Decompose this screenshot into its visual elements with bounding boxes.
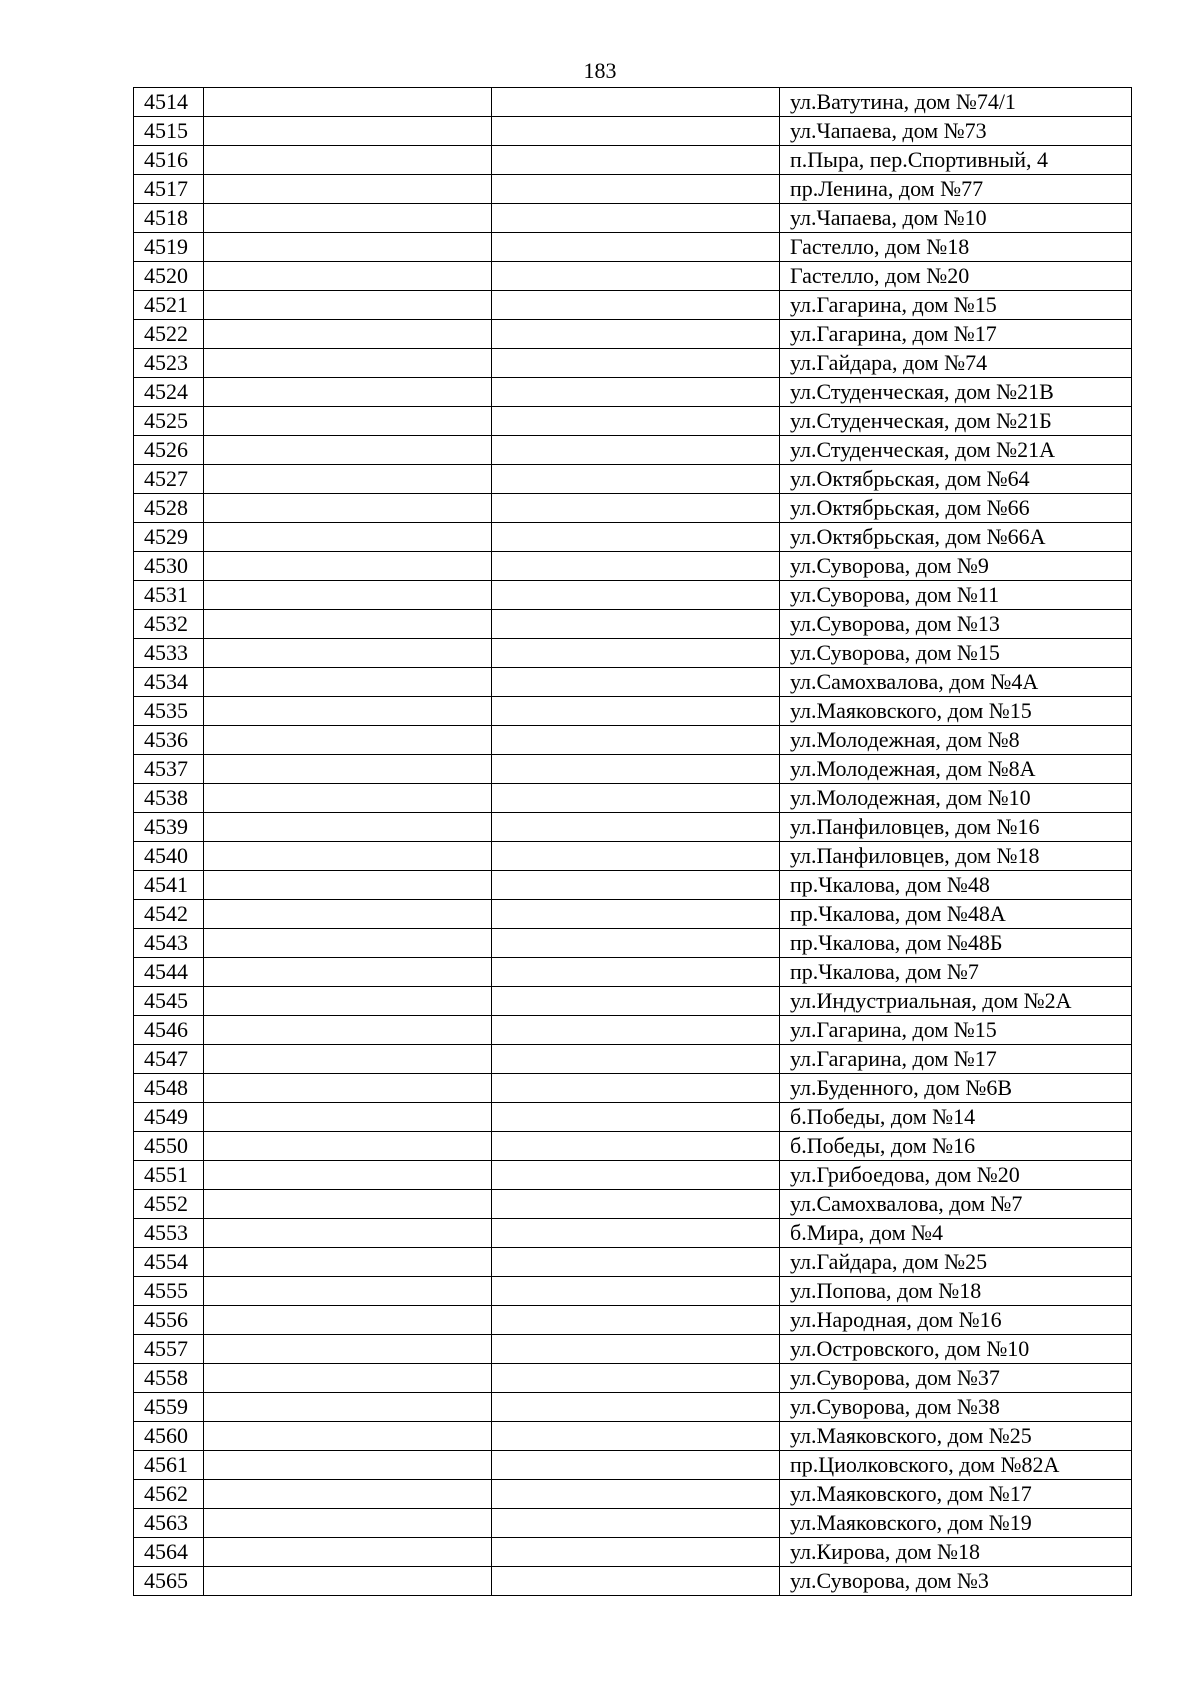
empty-cell (204, 639, 492, 668)
row-number-cell: 4552 (134, 1190, 204, 1219)
address-cell: ул.Маяковского, дом №25 (780, 1422, 1132, 1451)
address-cell: пр.Чкалова, дом №48 (780, 871, 1132, 900)
empty-cell (204, 813, 492, 842)
row-number-cell: 4536 (134, 726, 204, 755)
empty-cell (492, 320, 780, 349)
empty-cell (204, 842, 492, 871)
table-row (134, 1045, 1132, 1074)
row-number-cell: 4543 (134, 929, 204, 958)
address-cell: ул.Гагарина, дом №15 (780, 1016, 1132, 1045)
empty-cell (492, 1480, 780, 1509)
address-cell: ул.Молодежная, дом №8 (780, 726, 1132, 755)
table-row (134, 349, 1132, 378)
empty-cell (492, 1161, 780, 1190)
empty-cell (204, 146, 492, 175)
empty-cell (204, 436, 492, 465)
table-row (134, 1103, 1132, 1132)
empty-cell (204, 987, 492, 1016)
empty-cell (204, 1451, 492, 1480)
empty-cell (492, 1016, 780, 1045)
empty-cell (492, 958, 780, 987)
row-number-cell: 4551 (134, 1161, 204, 1190)
table-row (134, 1074, 1132, 1103)
table-row (134, 1567, 1132, 1596)
page-number: 183 (583, 58, 617, 83)
empty-cell (492, 1567, 780, 1596)
table-row (134, 1451, 1132, 1480)
empty-cell (492, 929, 780, 958)
empty-cell (492, 146, 780, 175)
table-row (134, 146, 1132, 175)
table-row (134, 697, 1132, 726)
row-number-cell: 4523 (134, 349, 204, 378)
empty-cell (492, 1422, 780, 1451)
empty-cell (492, 1451, 780, 1480)
address-cell: ул.Маяковского, дом №19 (780, 1509, 1132, 1538)
address-cell: Гастелло, дом №20 (780, 262, 1132, 291)
empty-cell (204, 1248, 492, 1277)
empty-cell (204, 929, 492, 958)
table-row (134, 494, 1132, 523)
address-cell: ул.Октябрьская, дом №66А (780, 523, 1132, 552)
row-number-cell: 4538 (134, 784, 204, 813)
address-cell: ул.Маяковского, дом №17 (780, 1480, 1132, 1509)
empty-cell (204, 697, 492, 726)
row-number-cell: 4545 (134, 987, 204, 1016)
row-number-cell: 4539 (134, 813, 204, 842)
address-cell: ул.Маяковского, дом №15 (780, 697, 1132, 726)
empty-cell (492, 117, 780, 146)
table-row (134, 784, 1132, 813)
empty-cell (492, 262, 780, 291)
address-cell: пр.Чкалова, дом №7 (780, 958, 1132, 987)
empty-cell (492, 1103, 780, 1132)
table-row (134, 958, 1132, 987)
empty-cell (492, 88, 780, 117)
empty-cell (204, 494, 492, 523)
address-cell: пр.Ленина, дом №77 (780, 175, 1132, 204)
empty-cell (204, 1509, 492, 1538)
empty-cell (492, 1132, 780, 1161)
empty-cell (492, 900, 780, 929)
empty-cell (204, 1161, 492, 1190)
address-cell: ул.Студенческая, дом №21А (780, 436, 1132, 465)
row-number-cell: 4548 (134, 1074, 204, 1103)
empty-cell (204, 523, 492, 552)
row-number-cell: 4524 (134, 378, 204, 407)
address-cell: б.Победы, дом №16 (780, 1132, 1132, 1161)
empty-cell (492, 1277, 780, 1306)
row-number-cell: 4518 (134, 204, 204, 233)
empty-cell (492, 233, 780, 262)
empty-cell (204, 1219, 492, 1248)
row-number-cell: 4555 (134, 1277, 204, 1306)
table-row (134, 465, 1132, 494)
address-cell: ул.Буденного, дом №6В (780, 1074, 1132, 1103)
address-table-body (134, 88, 1132, 1596)
row-number-cell: 4564 (134, 1538, 204, 1567)
address-cell: ул.Гагарина, дом №15 (780, 291, 1132, 320)
address-cell: ул.Суворова, дом №38 (780, 1393, 1132, 1422)
row-number-cell: 4554 (134, 1248, 204, 1277)
address-cell: ул.Октябрьская, дом №66 (780, 494, 1132, 523)
table-row (134, 407, 1132, 436)
address-cell: ул.Попова, дом №18 (780, 1277, 1132, 1306)
empty-cell (204, 378, 492, 407)
empty-cell (492, 610, 780, 639)
row-number-cell: 4549 (134, 1103, 204, 1132)
empty-cell (204, 1045, 492, 1074)
row-number-cell: 4517 (134, 175, 204, 204)
empty-cell (492, 1393, 780, 1422)
empty-cell (492, 842, 780, 871)
empty-cell (204, 871, 492, 900)
empty-cell (492, 1219, 780, 1248)
address-cell: Гастелло, дом №18 (780, 233, 1132, 262)
table-row (134, 1306, 1132, 1335)
row-number-cell: 4541 (134, 871, 204, 900)
table-row (134, 378, 1132, 407)
table-row (134, 581, 1132, 610)
address-cell: ул.Панфиловцев, дом №16 (780, 813, 1132, 842)
row-number-cell: 4557 (134, 1335, 204, 1364)
empty-cell (204, 204, 492, 233)
table-row (134, 813, 1132, 842)
row-number-cell: 4527 (134, 465, 204, 494)
row-number-cell: 4534 (134, 668, 204, 697)
table-row (134, 552, 1132, 581)
table-row (134, 1538, 1132, 1567)
empty-cell (492, 175, 780, 204)
address-cell: пр.Чкалова, дом №48Б (780, 929, 1132, 958)
empty-cell (492, 291, 780, 320)
empty-cell (204, 407, 492, 436)
row-number-cell: 4531 (134, 581, 204, 610)
table-row (134, 668, 1132, 697)
table-row (134, 1277, 1132, 1306)
address-cell: ул.Чапаева, дом №10 (780, 204, 1132, 233)
empty-cell (204, 1016, 492, 1045)
empty-cell (204, 233, 492, 262)
address-cell: ул.Суворова, дом №37 (780, 1364, 1132, 1393)
empty-cell (492, 552, 780, 581)
empty-cell (204, 349, 492, 378)
row-number-cell: 4533 (134, 639, 204, 668)
row-number-cell: 4565 (134, 1567, 204, 1596)
table-row (134, 1190, 1132, 1219)
row-number-cell: 4522 (134, 320, 204, 349)
address-cell: ул.Гайдара, дом №25 (780, 1248, 1132, 1277)
address-table (133, 87, 1132, 1596)
address-cell: ул.Гагарина, дом №17 (780, 320, 1132, 349)
empty-cell (492, 1306, 780, 1335)
address-cell: ул.Народная, дом №16 (780, 1306, 1132, 1335)
empty-cell (492, 378, 780, 407)
row-number-cell: 4542 (134, 900, 204, 929)
table-row (134, 320, 1132, 349)
row-number-cell: 4558 (134, 1364, 204, 1393)
table-row (134, 523, 1132, 552)
table-row (134, 1248, 1132, 1277)
empty-cell (492, 1509, 780, 1538)
empty-cell (204, 1335, 492, 1364)
empty-cell (492, 523, 780, 552)
empty-cell (492, 581, 780, 610)
address-cell: ул.Самохвалова, дом №4А (780, 668, 1132, 697)
empty-cell (204, 1393, 492, 1422)
empty-cell (204, 668, 492, 697)
empty-cell (204, 726, 492, 755)
table-row (134, 436, 1132, 465)
table-row (134, 726, 1132, 755)
empty-cell (492, 1335, 780, 1364)
table-row (134, 1480, 1132, 1509)
empty-cell (204, 88, 492, 117)
empty-cell (492, 668, 780, 697)
empty-cell (204, 1190, 492, 1219)
empty-cell (204, 262, 492, 291)
empty-cell (204, 1364, 492, 1393)
empty-cell (204, 1422, 492, 1451)
table-row (134, 88, 1132, 117)
row-number-cell: 4561 (134, 1451, 204, 1480)
row-number-cell: 4560 (134, 1422, 204, 1451)
empty-cell (492, 987, 780, 1016)
table-row (134, 1393, 1132, 1422)
table-row (134, 987, 1132, 1016)
row-number-cell: 4530 (134, 552, 204, 581)
empty-cell (204, 320, 492, 349)
address-cell: б.Мира, дом №4 (780, 1219, 1132, 1248)
empty-cell (204, 175, 492, 204)
table-row (134, 871, 1132, 900)
empty-cell (492, 726, 780, 755)
empty-cell (204, 1567, 492, 1596)
empty-cell (492, 755, 780, 784)
row-number-cell: 4537 (134, 755, 204, 784)
empty-cell (492, 465, 780, 494)
row-number-cell: 4516 (134, 146, 204, 175)
address-cell: ул.Суворова, дом №13 (780, 610, 1132, 639)
empty-cell (492, 871, 780, 900)
empty-cell (204, 1074, 492, 1103)
empty-cell (492, 204, 780, 233)
address-cell: ул.Кирова, дом №18 (780, 1538, 1132, 1567)
row-number-cell: 4544 (134, 958, 204, 987)
address-cell: ул.Суворова, дом №15 (780, 639, 1132, 668)
row-number-cell: 4520 (134, 262, 204, 291)
empty-cell (492, 1248, 780, 1277)
table-row (134, 1016, 1132, 1045)
empty-cell (492, 813, 780, 842)
table-row (134, 1132, 1132, 1161)
empty-cell (492, 784, 780, 813)
empty-cell (204, 552, 492, 581)
address-cell: ул.Суворова, дом №3 (780, 1567, 1132, 1596)
table-row (134, 1161, 1132, 1190)
address-cell: ул.Ватутина, дом №74/1 (780, 88, 1132, 117)
row-number-cell: 4547 (134, 1045, 204, 1074)
address-cell: ул.Грибоедова, дом №20 (780, 1161, 1132, 1190)
empty-cell (204, 1132, 492, 1161)
address-cell: ул.Суворова, дом №11 (780, 581, 1132, 610)
empty-cell (204, 1538, 492, 1567)
table-row (134, 1335, 1132, 1364)
address-cell: ул.Гайдара, дом №74 (780, 349, 1132, 378)
address-cell: ул.Молодежная, дом №8А (780, 755, 1132, 784)
row-number-cell: 4540 (134, 842, 204, 871)
table-row (134, 117, 1132, 146)
address-cell: ул.Суворова, дом №9 (780, 552, 1132, 581)
row-number-cell: 4525 (134, 407, 204, 436)
empty-cell (492, 1538, 780, 1567)
empty-cell (204, 784, 492, 813)
empty-cell (492, 1074, 780, 1103)
address-cell: б.Победы, дом №14 (780, 1103, 1132, 1132)
row-number-cell: 4529 (134, 523, 204, 552)
empty-cell (492, 494, 780, 523)
address-cell: ул.Октябрьская, дом №64 (780, 465, 1132, 494)
table-row (134, 175, 1132, 204)
row-number-cell: 4556 (134, 1306, 204, 1335)
empty-cell (204, 958, 492, 987)
address-cell: ул.Самохвалова, дом №7 (780, 1190, 1132, 1219)
table-row (134, 639, 1132, 668)
row-number-cell: 4550 (134, 1132, 204, 1161)
row-number-cell: 4528 (134, 494, 204, 523)
table-row (134, 900, 1132, 929)
row-number-cell: 4559 (134, 1393, 204, 1422)
row-number-cell: 4519 (134, 233, 204, 262)
empty-cell (492, 1190, 780, 1219)
address-cell: пр.Циолковского, дом №82А (780, 1451, 1132, 1480)
address-cell: ул.Молодежная, дом №10 (780, 784, 1132, 813)
row-number-cell: 4532 (134, 610, 204, 639)
table-row (134, 929, 1132, 958)
table-row (134, 610, 1132, 639)
row-number-cell: 4515 (134, 117, 204, 146)
empty-cell (204, 465, 492, 494)
address-cell: ул.Студенческая, дом №21Б (780, 407, 1132, 436)
empty-cell (492, 697, 780, 726)
address-cell: п.Пыра, пер.Спортивный, 4 (780, 146, 1132, 175)
empty-cell (204, 291, 492, 320)
row-number-cell: 4535 (134, 697, 204, 726)
table-row (134, 233, 1132, 262)
row-number-cell: 4526 (134, 436, 204, 465)
row-number-cell: 4514 (134, 88, 204, 117)
table-row (134, 1509, 1132, 1538)
table-row (134, 204, 1132, 233)
empty-cell (204, 610, 492, 639)
empty-cell (492, 1045, 780, 1074)
table-row (134, 291, 1132, 320)
empty-cell (204, 1306, 492, 1335)
address-cell: ул.Чапаева, дом №73 (780, 117, 1132, 146)
row-number-cell: 4553 (134, 1219, 204, 1248)
row-number-cell: 4521 (134, 291, 204, 320)
row-number-cell: 4546 (134, 1016, 204, 1045)
empty-cell (204, 117, 492, 146)
table-row (134, 1219, 1132, 1248)
address-cell: ул.Гагарина, дом №17 (780, 1045, 1132, 1074)
row-number-cell: 4562 (134, 1480, 204, 1509)
table-row (134, 755, 1132, 784)
address-cell: пр.Чкалова, дом №48А (780, 900, 1132, 929)
empty-cell (492, 407, 780, 436)
address-cell: ул.Индустриальная, дом №2А (780, 987, 1132, 1016)
empty-cell (492, 1364, 780, 1393)
empty-cell (204, 900, 492, 929)
empty-cell (492, 436, 780, 465)
table-row (134, 262, 1132, 291)
empty-cell (204, 581, 492, 610)
address-cell: ул.Панфиловцев, дом №18 (780, 842, 1132, 871)
empty-cell (492, 639, 780, 668)
table-row (134, 1422, 1132, 1451)
address-cell: ул.Студенческая, дом №21В (780, 378, 1132, 407)
address-cell: ул.Островского, дом №10 (780, 1335, 1132, 1364)
empty-cell (204, 1480, 492, 1509)
empty-cell (204, 755, 492, 784)
row-number-cell: 4563 (134, 1509, 204, 1538)
empty-cell (204, 1103, 492, 1132)
empty-cell (492, 349, 780, 378)
empty-cell (204, 1277, 492, 1306)
table-row (134, 1364, 1132, 1393)
table-row (134, 842, 1132, 871)
